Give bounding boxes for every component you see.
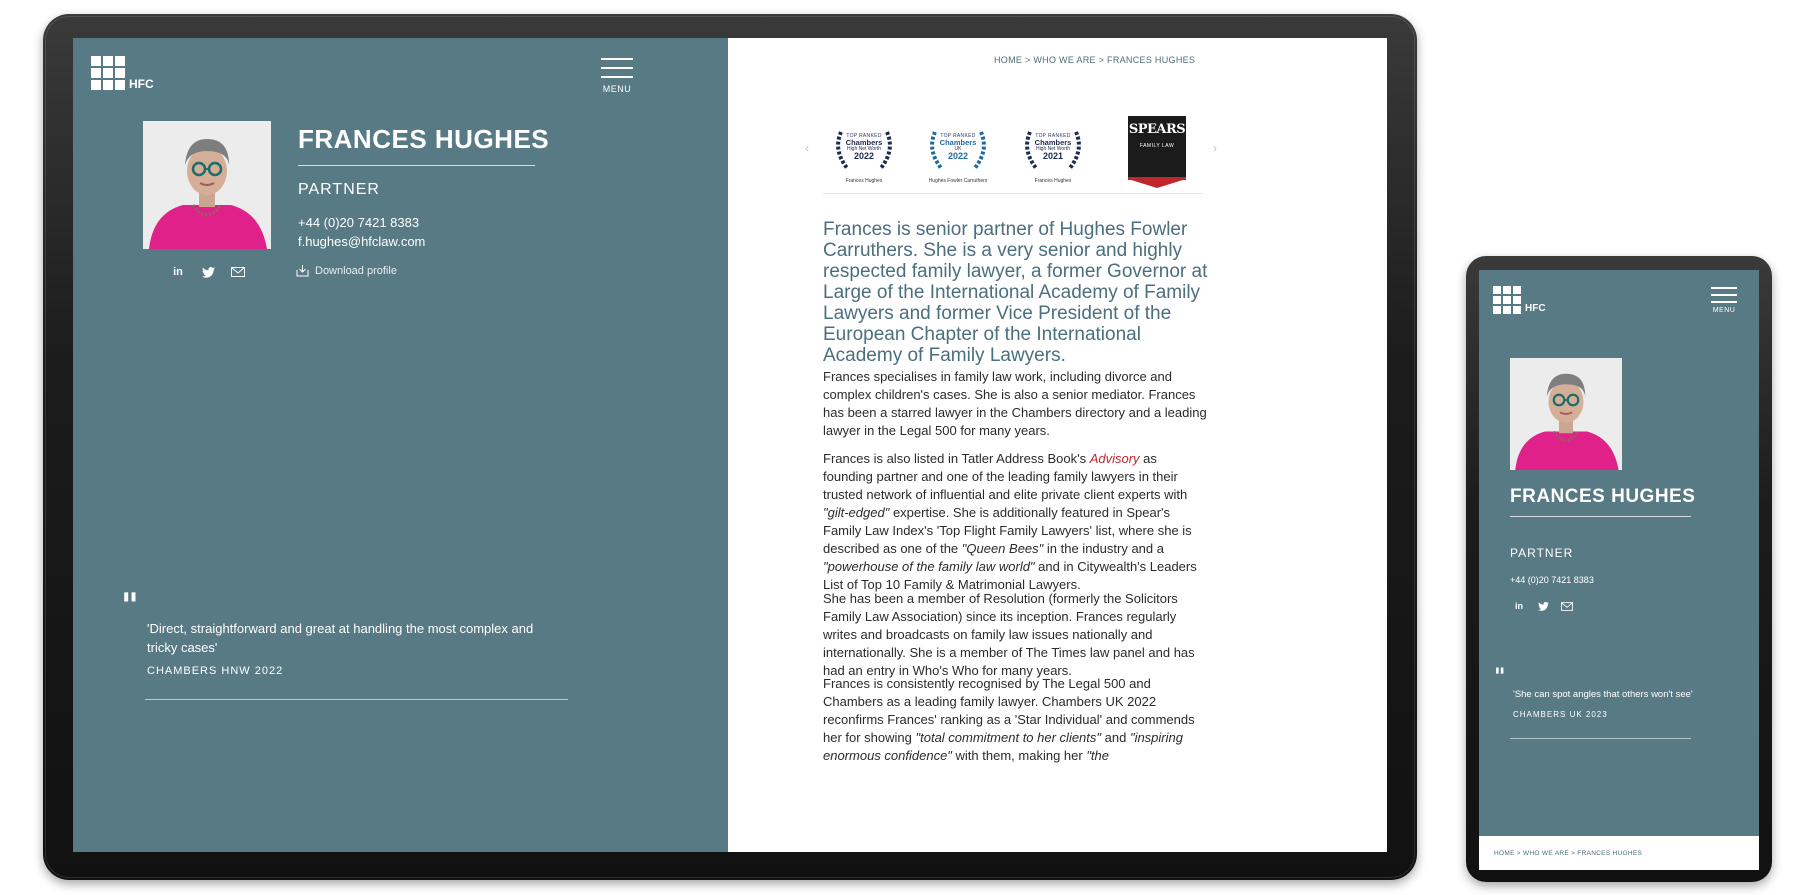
breadcrumb-bar-mobile [1479, 836, 1759, 870]
content-panel [728, 38, 1387, 852]
award-year: 2022 [853, 151, 875, 162]
profile-email[interactable]: f.hughes@hfclaw.com [298, 233, 426, 249]
quote-divider [145, 699, 568, 700]
profile-phone[interactable]: +44 (0)20 7421 8383 [298, 215, 420, 230]
hamburger-icon [601, 58, 633, 78]
award-top-text: TOP RANKED [846, 133, 882, 139]
menu-button[interactable] [601, 58, 633, 94]
logo-grid-icon [1493, 286, 1521, 314]
profile-role: PARTNER [298, 181, 380, 198]
portrait-photo-mobile [1510, 358, 1622, 470]
linkedin-icon[interactable]: in [1515, 601, 1523, 611]
award-top-text: TOP RANKED [940, 133, 976, 139]
mobile-screen [1479, 270, 1759, 870]
bio-paragraph-4: Frances is consistently recognised by The Legal 500 and Chambers as a leading family lawyer. Chambers UK 2022 reconfirms Frances' ranking as a 'Star Individual' and commends her for showing "total commitment to her clients" and "inspiring enormous confidence" with them, making her "the [823, 676, 1195, 763]
bio-paragraph-2: Frances is also listed in Tatler Address Book's Advisory as founding partner and one of the leading family lawyers in their trusted network of influential and elite private client experts with "gilt-edged" expertise. She is additionally featured in Spear's Family Law Index's 'Top Flight Family Lawyers' list, where she is described as one of the "Queen Bees" in the industry and a "powerhouse of the family law world" and in Citywealth's Leaders List of Top 10 Family & Matrimonial Lawyers. [823, 451, 1197, 592]
quote-text-mobile: 'She can spot angles that others won't see' [1513, 689, 1693, 700]
profile-role-mobile: PARTNER [1510, 546, 1574, 560]
hamburger-icon [1711, 287, 1737, 303]
award-sub: High Net Worth [846, 146, 882, 153]
quote-icon: " [1494, 664, 1506, 690]
mobile-device-frame [1466, 256, 1772, 882]
award-badge [1018, 124, 1088, 194]
hfc-logo-mobile[interactable] [1493, 286, 1546, 314]
quote-source-mobile: CHAMBERS UK 2023 [1513, 710, 1608, 719]
desktop-screen [73, 38, 1387, 852]
spears-title: SPEARS [1128, 122, 1186, 137]
email-icon[interactable] [230, 264, 246, 280]
awards-divider [823, 193, 1203, 194]
profile-phone-mobile[interactable]: +44 (0)20 7421 8383 [1510, 575, 1594, 585]
award-sub: UK [954, 146, 962, 153]
spears-badge [1128, 116, 1186, 180]
menu-label: MENU [1712, 307, 1736, 314]
award-holder: Frances Hughes [845, 178, 883, 184]
award-holder: Frances Hughes [1034, 178, 1072, 184]
portrait-photo [143, 121, 271, 249]
linkedin-icon[interactable]: in [173, 266, 183, 278]
menu-button-mobile[interactable] [1711, 287, 1737, 314]
award-brand: Chambers [939, 138, 977, 148]
social-links-mobile [1512, 599, 1574, 613]
award-brand: Chambers [1034, 138, 1072, 148]
award-year: 2022 [947, 151, 969, 162]
logo-grid-icon [91, 56, 125, 90]
twitter-icon[interactable] [200, 264, 216, 280]
download-label: Download profile [315, 264, 397, 277]
spears-sub: FAMILY LAW [1139, 143, 1175, 149]
quote-source: CHAMBERS HNW 2022 [147, 665, 284, 677]
hfc-logo[interactable] [91, 56, 154, 90]
download-profile-link[interactable] [296, 264, 397, 277]
intro-text: Frances is senior partner of Hughes Fowler Carruthers. She is a very senior and highly respected family lawyer, a former Governor at Large of the International Academy of Family Lawyers and former Vice President of the European Chapter of the International Academy of Family Lawyers. [823, 219, 1208, 367]
bio-paragraph-1: Frances specialises in family law work, including divorce and complex children's cases. She is also a senior mediator. Frances has been a starred lawyer in the Chambers directory and a leading lawyer in the Legal 500 for many years. [823, 369, 1207, 438]
name-divider [298, 165, 535, 166]
award-top-text: TOP RANKED [1035, 133, 1071, 139]
breadcrumb-mobile[interactable]: HOME > WHO WE ARE > FRANCES HUGHES [1494, 850, 1643, 857]
twitter-icon[interactable] [1536, 599, 1550, 613]
quote-divider [1510, 738, 1691, 739]
desktop-device-frame [43, 14, 1417, 880]
carousel-prev-icon[interactable]: ‹ [805, 141, 809, 155]
award-badge [829, 124, 899, 194]
logo-text: HFC [129, 77, 154, 91]
bio-paragraph-3: She has been a member of Resolution (formerly the Solicitors Family Law Association) since its inception. Frances regularly writes and broadcasts on family law issues nationally and internationally. She is a member of The Times law panel and has had an entry in Who's Who for many years. [823, 591, 1195, 678]
download-icon [296, 264, 309, 277]
quote-text: 'Direct, straightforward and great at handling the most complex and tricky cases' [147, 621, 534, 655]
social-links [170, 264, 246, 280]
quote-icon: " [121, 586, 139, 626]
profile-panel [73, 38, 728, 852]
award-holder: Hughes Fowler Carruthers [928, 178, 988, 184]
advisory-link[interactable]: Advisory [1089, 451, 1140, 466]
profile-name-mobile: FRANCES HUGHES [1510, 486, 1696, 507]
logo-text: HFC [1525, 303, 1546, 314]
award-badge [923, 124, 993, 194]
menu-label: MENU [602, 84, 632, 94]
profile-name: FRANCES HUGHES [298, 124, 550, 154]
award-brand: Chambers [845, 138, 883, 148]
email-icon[interactable] [1560, 599, 1574, 613]
award-sub: High Net Worth [1035, 146, 1071, 153]
award-year: 2021 [1042, 151, 1064, 162]
name-divider [1510, 516, 1691, 517]
breadcrumb[interactable]: HOME > WHO WE ARE > FRANCES HUGHES [994, 55, 1196, 65]
carousel-next-icon[interactable]: › [1213, 141, 1217, 155]
